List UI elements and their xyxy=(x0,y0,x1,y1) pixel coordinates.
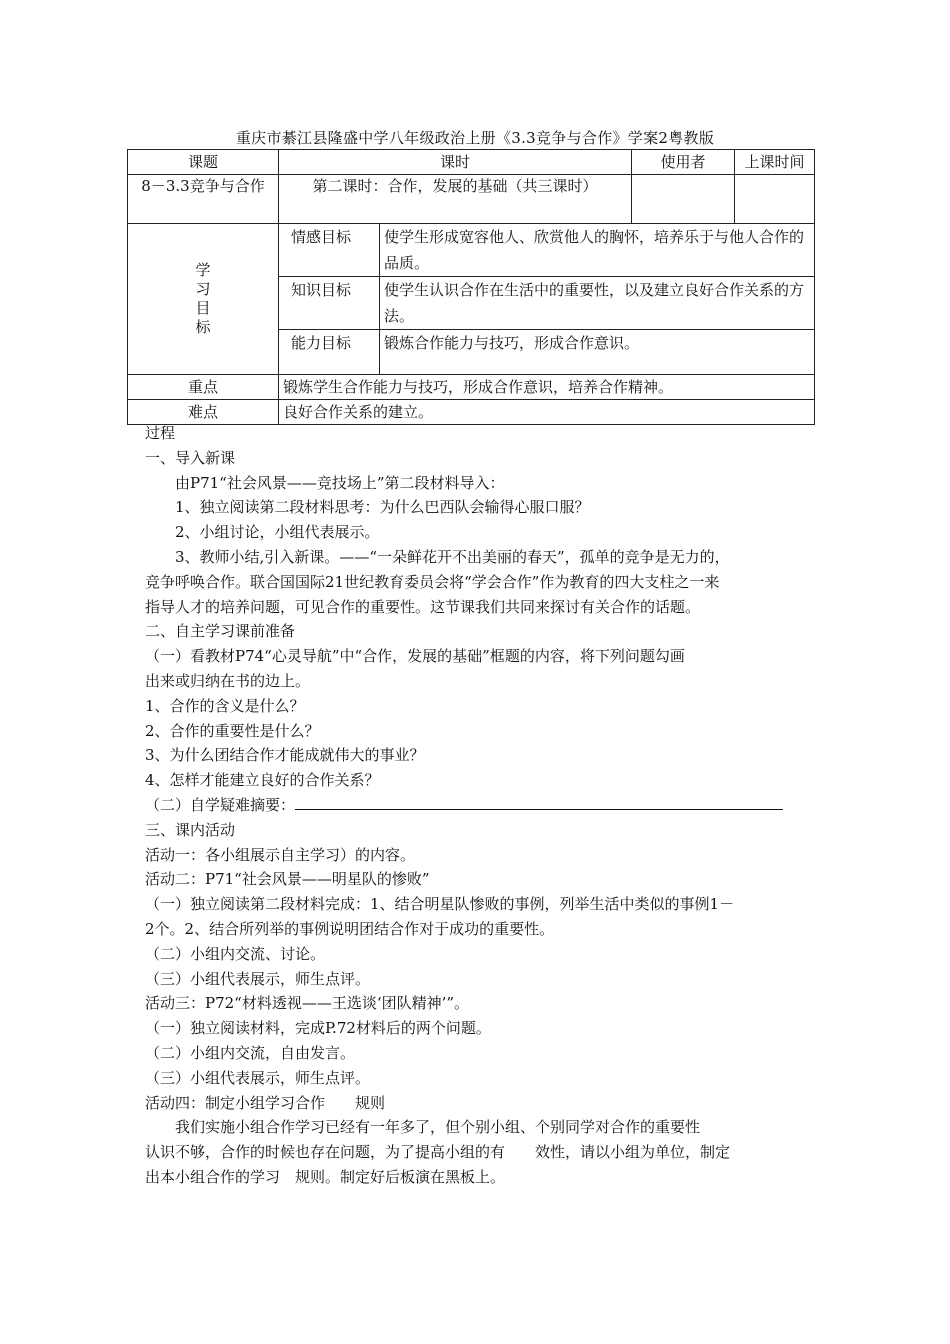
activity-line: （二）小组内交流，自由发言。 xyxy=(145,1043,356,1062)
activity-line: 认识不够，合作的时候也存在问题，为了提高小组的有 效性，请以小组为单位，制定 xyxy=(145,1143,731,1162)
key-point-label: 重点 xyxy=(128,375,279,400)
goals-label-char: 学 xyxy=(195,261,211,279)
lesson-time xyxy=(734,175,814,224)
activity-line: 出本小组合作的学习 规则。制定好后板演在黑板上。 xyxy=(145,1167,506,1186)
section-intro-heading: 一、导入新课 xyxy=(145,448,236,467)
intro-line: 竞争呼唤合作。联合国国际21世纪教育委员会将“学会合作”作为教育的四大支柱之一来 xyxy=(145,572,720,591)
activity-line: （一）独立阅读材料，完成P.72材料后的两个问题。 xyxy=(145,1019,491,1038)
goals-side-label xyxy=(128,224,279,375)
activity-line: （一）独立阅读第二段材料完成：1、结合明星队惨败的事例，列举生活中类似的事例1－ xyxy=(145,895,735,914)
lesson-info-table xyxy=(127,149,815,425)
key-point-row xyxy=(128,375,815,400)
goal-text-emotion: 使学生形成宽容他人、欣赏他人的胸怀，培养乐于与他人合作的品质。 xyxy=(380,224,815,277)
header-time: 上课时间 xyxy=(734,150,814,175)
activity-one: 活动一：各小组展示自主学习）的内容。 xyxy=(145,845,416,864)
activity-three: 活动三：P72“材料透视——王选谈‘团队精神’”。 xyxy=(145,994,470,1013)
goals-label-char: 习 xyxy=(195,280,211,298)
selfstudy-line: 出来或归纳在书的边上。 xyxy=(145,671,311,690)
question-item: 3、为什么团结合作才能成就伟大的事业？ xyxy=(145,746,425,765)
question-item: 2、合作的重要性是什么？ xyxy=(145,721,320,740)
goal-label-ability: 能力目标 xyxy=(279,330,380,375)
lesson-period: 第二课时：合作，发展的基础（共三课时） xyxy=(279,175,632,224)
lesson-row xyxy=(128,175,815,224)
goal-label-emotion: 情感目标 xyxy=(279,224,380,277)
activity-line: （二）小组内交流、讨论。 xyxy=(145,944,326,963)
key-point-text: 锻炼学生合作能力与技巧，形成合作意识，培养合作精神。 xyxy=(279,375,815,400)
intro-line: 由P71“社会风景——竞技场上”第二段材料导入： xyxy=(175,473,505,492)
doubt-summary-blank[interactable] xyxy=(295,795,783,810)
difficulty-text: 良好合作关系的建立。 xyxy=(279,400,815,425)
selfstudy-line: （一）看教材P74“心灵导航”中“合作，发展的基础”框题的内容，将下列问题勾画 xyxy=(145,647,685,666)
goal-label-knowledge: 知识目标 xyxy=(279,277,380,330)
question-item: 4、怎样才能建立良好的合作关系？ xyxy=(145,771,380,790)
activity-line: 我们实施小组合作学习已经有一年多了，但个别小组、个别同学对合作的重要性 xyxy=(175,1118,701,1137)
header-user: 使用者 xyxy=(631,150,734,175)
lesson-content xyxy=(145,421,810,1190)
doubt-summary-line xyxy=(145,793,810,818)
table-header-row xyxy=(128,150,815,175)
intro-line: 2、小组讨论，小组代表展示。 xyxy=(175,523,380,542)
intro-line: 3、教师小结,引入新课。——“一朵鲜花开不出美丽的春天”，孤单的竞争是无力的， xyxy=(175,547,730,566)
header-topic: 课题 xyxy=(128,150,279,175)
section-activity-heading: 三、课内活动 xyxy=(145,820,236,839)
section-selfstudy-heading: 二、自主学习课前准备 xyxy=(145,622,296,641)
activity-line: （三）小组代表展示，师生点评。 xyxy=(145,969,371,988)
lesson-topic: 8－3.3竞争与合作 xyxy=(128,175,279,224)
question-item: 1、合作的含义是什么？ xyxy=(145,696,305,715)
process-heading: 过程 xyxy=(145,424,176,442)
doubt-summary-label: （二）自学疑难摘要： xyxy=(145,795,296,814)
goal-row-emotion xyxy=(128,224,815,277)
activity-line: （三）小组代表展示，师生点评。 xyxy=(145,1068,371,1087)
header-period: 课时 xyxy=(279,150,632,175)
activity-line: 2个。2、结合所列举的事例说明团结合作对于成功的重要性。 xyxy=(145,919,555,938)
difficulty-label: 难点 xyxy=(128,400,279,425)
document-title: 重庆市綦江县隆盛中学八年级政治上册《3.3竞争与合作》学案2粤教版 xyxy=(235,129,715,147)
activity-four: 活动四：制定小组学习合作 规则 xyxy=(145,1093,386,1112)
intro-line: 1、独立阅读第二段材料思考：为什么巴西队会输得心服口服？ xyxy=(175,498,590,517)
goals-label-char: 目 xyxy=(195,299,211,317)
activity-two: 活动二：P71“社会风景——明星队的惨败” xyxy=(145,870,430,889)
intro-line: 指导人才的培养问题，可见合作的重要性。这节课我们共同来探讨有关合作的话题。 xyxy=(145,597,701,616)
goal-text-ability: 锻炼合作能力与技巧，形成合作意识。 xyxy=(380,330,815,375)
lesson-user xyxy=(631,175,734,224)
goal-text-knowledge: 使学生认识合作在生活中的重要性，以及建立良好合作关系的方法。 xyxy=(380,277,815,330)
goals-label-char: 标 xyxy=(195,318,211,336)
